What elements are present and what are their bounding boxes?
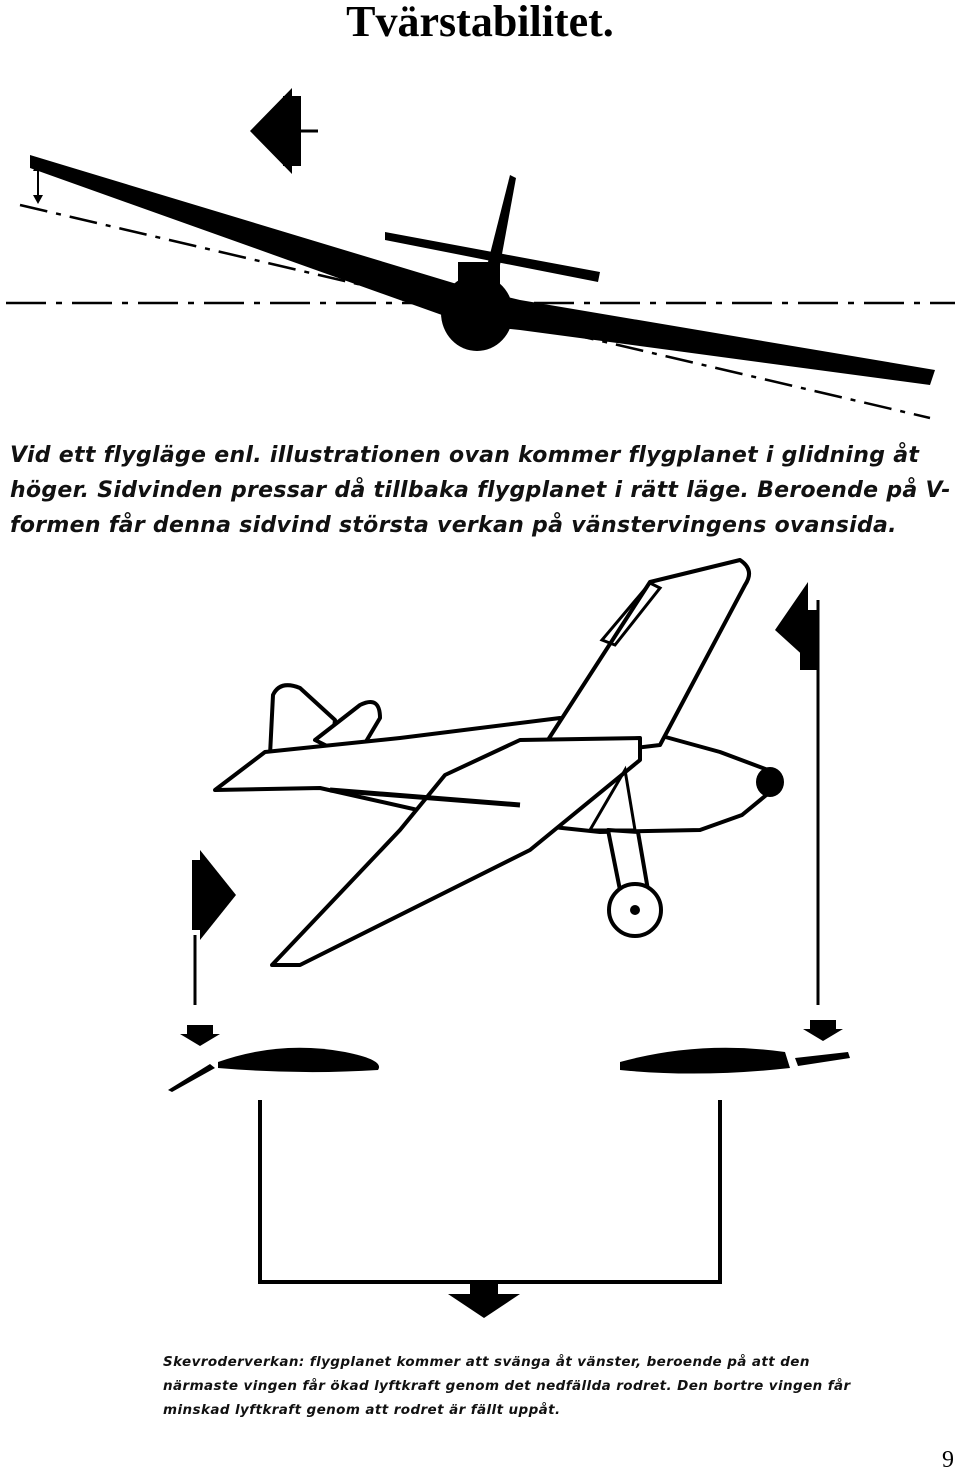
page-title: Tvärstabilitet. <box>346 0 614 46</box>
caption-bottom: Skevroderverkan: flygplanet kommer att svänga åt vänster, beroende på att den närmaste vingen får ökad lyftkraft genom det nedfällda rodret. Den bortre vingen får minskad lyftkraft genom att rodret är fällt uppåt. <box>163 1354 851 1418</box>
caption-top: Vid ett flygläge enl. illustrationen ovan kommer flygplanet i glidning åt höger. Sidvinden pressar då tillbaka flygplanet i rätt läge. Beroende på V-formen får denna sidvind största verkan på vänstervingens ovansida. <box>10 443 951 538</box>
page-number: 9 <box>942 1447 954 1473</box>
